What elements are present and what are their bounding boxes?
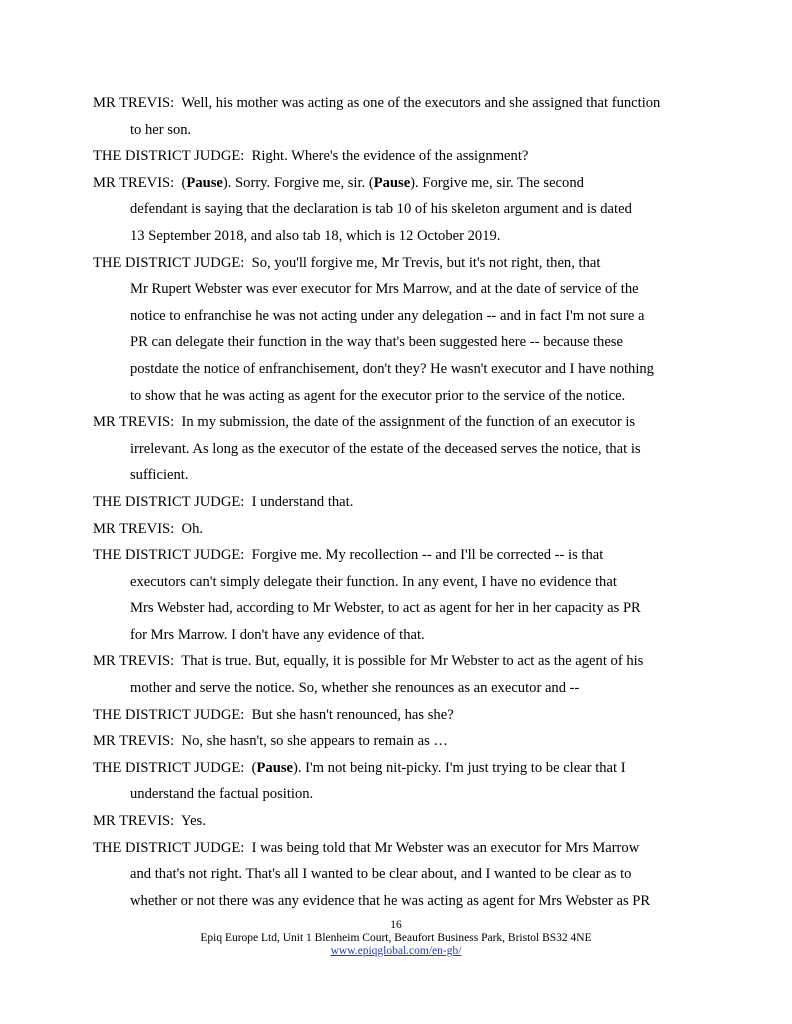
speech-first-line (93, 516, 709, 543)
speech-continuation-line (93, 303, 709, 330)
speech-text: whether or not there was any evidence that he was acting as agent for Mrs Webster as PR (130, 892, 651, 909)
speech-text: postdate the notice of enfranchisement, don't they? He wasn't executor and I have nothing (130, 360, 654, 377)
speech-text: for Mrs Marrow. I don't have any evidence of that. (130, 626, 425, 643)
speaker-name: MR TREVIS: (93, 95, 175, 111)
speech-continuation-line (93, 675, 709, 702)
speech-text: ( (181, 174, 187, 191)
speech-text: I understand that. (251, 493, 354, 510)
speech-text: understand the factual position. (130, 786, 314, 803)
speech-text: Mr Rupert Webster was ever executor for Mrs Marrow, and at the date of service of the (130, 281, 639, 298)
speech-continuation-line (93, 383, 709, 410)
page-footer (0, 919, 792, 958)
speech-text: PR can delegate their function in the way that's been suggested here -- because these (130, 334, 623, 351)
speech-text: Mrs Webster had, according to Mr Webster, to act as agent for her in her capacity as PR (130, 600, 641, 617)
transcript-turn (93, 808, 709, 835)
speech-text: to her son. (130, 121, 192, 138)
transcript-turn (93, 489, 709, 516)
speech-first-line (93, 409, 709, 436)
speech-text: Well, his mother was acting as one of the executors and she assigned that function (181, 95, 661, 111)
speech-continuation-line (93, 276, 709, 303)
speech-text: ( (251, 759, 257, 776)
stage-direction-bold: Pause (373, 174, 411, 191)
speech-first-line (93, 90, 709, 117)
speech-continuation-line (93, 861, 709, 888)
speech-text: ). Sorry. Forgive me, sir. ( (222, 174, 374, 191)
speech-text: I was being told that Mr Webster was an executor for Mrs Marrow (251, 839, 640, 856)
transcript-turn (93, 409, 709, 489)
speaker-name: MR TREVIS: (93, 174, 175, 191)
speaker-name: MR TREVIS: (93, 733, 175, 750)
speech-first-line (93, 648, 709, 675)
speech-continuation-line (93, 196, 709, 223)
speaker-name: THE DISTRICT JUDGE: (93, 254, 245, 271)
footer-company-address: Epiq Europe Ltd, Unit 1 Blenheim Court, Beaufort Business Park, Bristol BS32 4NE (200, 932, 592, 944)
speaker-name: MR TREVIS: (93, 653, 175, 670)
transcript-turn (93, 143, 709, 170)
speech-text: 13 September 2018, and also tab 18, which is 12 October 2019. (130, 227, 501, 244)
speech-text: mother and serve the notice. So, whether she renounces as an executor and -- (130, 680, 580, 697)
speech-first-line (93, 835, 709, 862)
speech-text: irrelevant. As long as the executor of the estate of the deceased serves the notice, that is (130, 440, 641, 457)
speech-text: In my submission, the date of the assignment of the function of an executor is (181, 414, 636, 431)
speech-text: Oh. (181, 520, 204, 537)
speech-text: Right. Where's the evidence of the assignment? (251, 148, 529, 165)
speech-text: Yes. (181, 813, 206, 830)
speech-continuation-line (93, 569, 709, 596)
transcript-body (93, 90, 709, 914)
speech-continuation-line (93, 595, 709, 622)
speaker-name: THE DISTRICT JUDGE: (93, 759, 245, 776)
speech-text: So, you'll forgive me, Mr Trevis, but it's not right, then, that (251, 254, 601, 271)
speech-continuation-line (93, 223, 709, 250)
speech-text: ). I'm not being nit-picky. I'm just trying to be clear that I (293, 759, 626, 776)
speech-continuation-line (93, 356, 709, 383)
speech-first-line (93, 170, 709, 197)
transcript-turn (93, 90, 709, 143)
stage-direction-bold: Pause (186, 174, 223, 191)
speech-first-line (93, 728, 709, 755)
speech-text: Forgive me. My recollection -- and I'll be corrected -- is that (251, 547, 604, 564)
speech-first-line (93, 542, 709, 569)
speech-text: That is true. But, equally, it is possible for Mr Webster to act as the agent of his (181, 653, 644, 670)
speech-continuation-line (93, 436, 709, 463)
speaker-name: THE DISTRICT JUDGE: (93, 839, 245, 856)
speech-text: sufficient. (130, 467, 189, 484)
speaker-name: MR TREVIS: (93, 520, 175, 537)
speech-text: defendant is saying that the declaration is tab 10 of his skeleton argument and is dated (130, 201, 632, 218)
transcript-turn (93, 648, 709, 701)
speaker-name: MR TREVIS: (93, 414, 175, 431)
page-number: 16 (390, 919, 402, 931)
footer-website-link[interactable]: www.epiqglobal.com/en-gb/ (330, 945, 462, 957)
speech-first-line (93, 489, 709, 516)
speech-first-line (93, 808, 709, 835)
speech-text: notice to enfranchise he was not acting under any delegation -- and in fact I'm not sure a (130, 307, 645, 324)
transcript-turn (93, 755, 709, 808)
speech-continuation-line (93, 462, 709, 489)
transcript-turn (93, 516, 709, 543)
transcript-turn (93, 542, 709, 648)
speech-first-line (93, 755, 709, 782)
speech-continuation-line (93, 622, 709, 649)
speech-continuation-line (93, 888, 709, 915)
transcript-turn (93, 835, 709, 915)
speaker-name: THE DISTRICT JUDGE: (93, 148, 245, 165)
transcript-turn (93, 170, 709, 250)
transcript-turn (93, 250, 709, 410)
speech-text: and that's not right. That's all I wanted to be clear about, and I wanted to be clear as to (130, 866, 632, 883)
speaker-name: THE DISTRICT JUDGE: (93, 706, 245, 723)
speech-text: ). Forgive me, sir. The second (410, 174, 584, 191)
speaker-name: MR TREVIS: (93, 813, 175, 830)
speech-text: But she hasn't renounced, has she? (251, 706, 454, 723)
speaker-name: THE DISTRICT JUDGE: (93, 493, 245, 510)
speaker-name: THE DISTRICT JUDGE: (93, 547, 245, 564)
speech-first-line (93, 250, 709, 277)
speech-continuation-line (93, 117, 709, 144)
speech-text: to show that he was acting as agent for the executor prior to the service of the notice. (130, 387, 626, 404)
speech-continuation-line (93, 329, 709, 356)
transcript-turn (93, 702, 709, 729)
speech-text: executors can't simply delegate their function. In any event, I have no evidence that (130, 573, 617, 590)
transcript-turn (93, 728, 709, 755)
speech-continuation-line (93, 781, 709, 808)
stage-direction-bold: Pause (256, 759, 293, 776)
speech-first-line (93, 702, 709, 729)
speech-text: No, she hasn't, so she appears to remain as … (181, 733, 449, 750)
speech-first-line (93, 143, 709, 170)
